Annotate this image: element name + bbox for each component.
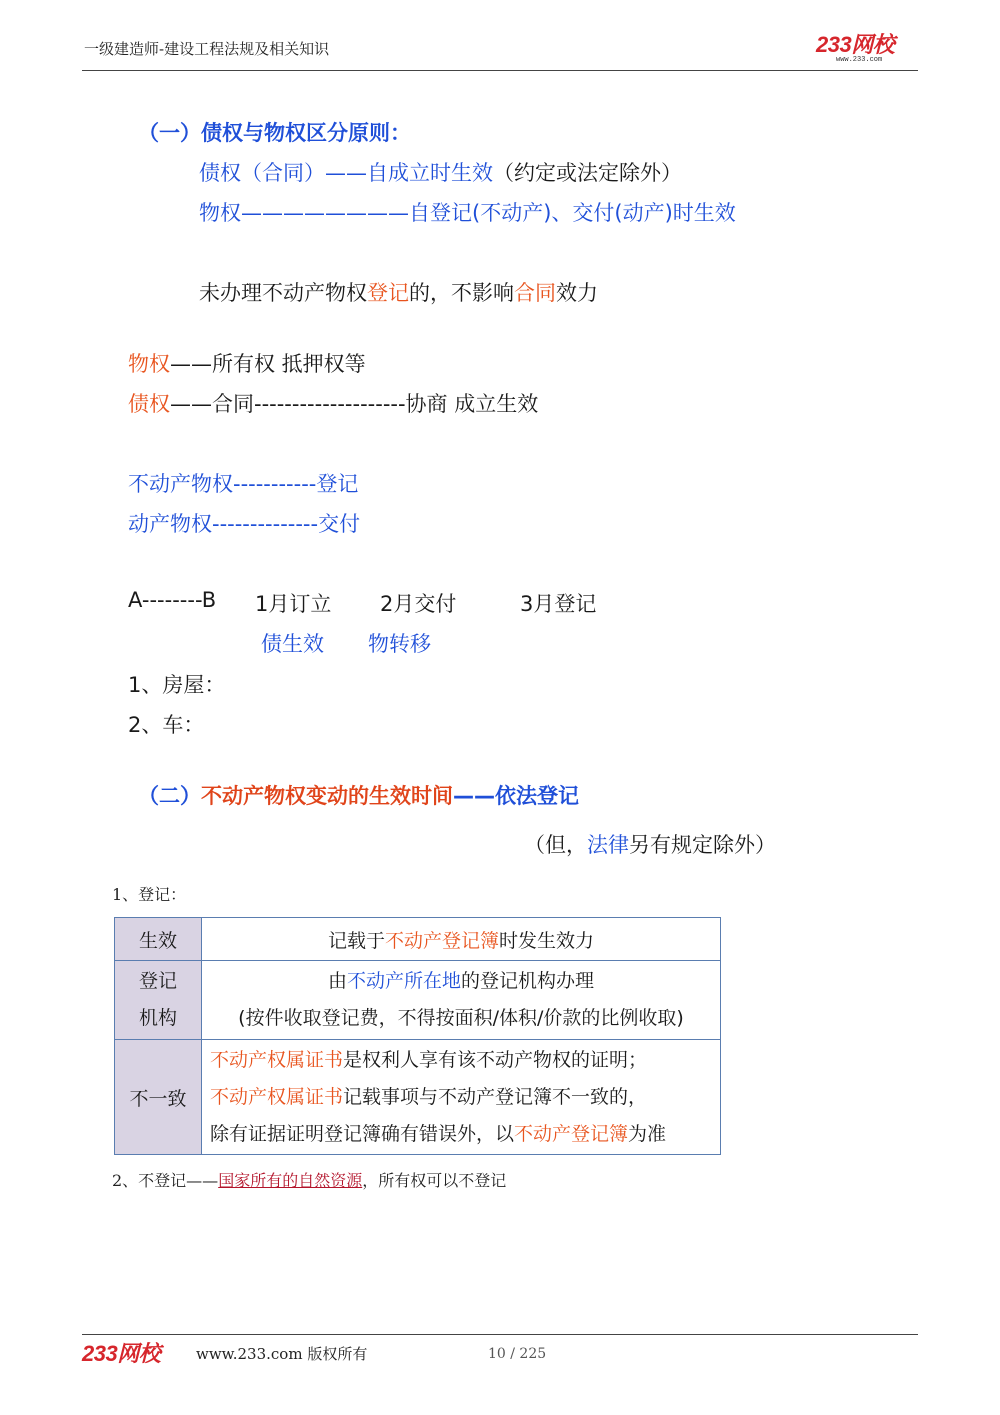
header-logo-text: 233网校 xyxy=(816,32,895,57)
heading-rule: ——依法登记 xyxy=(453,784,579,808)
label-line: 登记 xyxy=(138,970,177,992)
cell-certificate: 不动产权属证书 xyxy=(210,1048,344,1071)
cell-part: 记载事项与不动产登记簿不一致的， xyxy=(343,1085,648,1108)
footer-logo: 233网校 xyxy=(82,1341,161,1366)
section2-exception xyxy=(524,829,776,859)
section1-line1 xyxy=(199,157,682,187)
section2-heading xyxy=(138,780,579,810)
label-line: 机构 xyxy=(138,1007,177,1029)
zhaiquan-line xyxy=(128,388,538,418)
heading-topic: 不动产物权变动的生效时间 xyxy=(201,784,453,808)
line1-main: 债权（合同）——自成立时生效 xyxy=(199,161,493,185)
mismatch-line1 xyxy=(210,1042,719,1079)
zhaiquan-desc: ——合同--------------------协商 成立生效 xyxy=(170,392,539,416)
note-part: 效力 xyxy=(556,281,598,305)
cell-part: 是权利人享有该不动产物权的证明； xyxy=(343,1048,648,1071)
exception-part: 另有规定除外） xyxy=(629,833,776,857)
page-number: 10 / 225 xyxy=(488,1346,547,1362)
note-dengji: 登记 xyxy=(367,281,409,305)
header-rule xyxy=(82,70,918,71)
item-car: 2、车： xyxy=(128,713,205,737)
sub2-natural-resources: 国家所有的自然资源 xyxy=(218,1171,363,1190)
note-part: 的，不影响 xyxy=(409,281,514,305)
agency-line2: (按件收取登记费，不得按面积/体积/价款的比例收取) xyxy=(238,1007,684,1029)
wuquan-desc: ——所有权 抵押权等 xyxy=(170,352,366,376)
zhaiquan-label: 债权 xyxy=(128,392,170,416)
zhai-shengxiao: 债生效 xyxy=(261,632,324,656)
dongchan-line: 动产物权--------------交付 xyxy=(128,512,361,536)
cell-part: 为准 xyxy=(628,1122,667,1145)
cell-part: 的登记机构办理 xyxy=(461,970,595,992)
cell-part: 由 xyxy=(327,970,347,992)
section1-note xyxy=(199,277,598,307)
wu-zhuanyi: 物转移 xyxy=(368,632,431,656)
cell-part: 记载于 xyxy=(327,929,385,952)
row-label-agency xyxy=(115,961,202,1040)
row-content-effect xyxy=(202,918,721,961)
row-content-agency xyxy=(202,961,721,1040)
sub-no-registration xyxy=(112,1168,506,1191)
section1-heading: （一）债权与物权区分原则： xyxy=(138,121,411,145)
ab-mar: 3月登记 xyxy=(520,592,597,616)
note-part: 未办理不动产物权 xyxy=(199,281,367,305)
ab-jan: 1月订立 xyxy=(255,592,332,616)
header-title: 一级建造师-建设工程法规及相关知识 xyxy=(84,40,330,58)
sub-registration: 1、登记： xyxy=(112,885,187,904)
sub2-part: 2、不登记—— xyxy=(112,1171,219,1190)
budongchan-line: 不动产物权-----------登记 xyxy=(128,472,359,496)
mismatch-line3 xyxy=(210,1116,719,1153)
cell-location: 不动产所在地 xyxy=(346,970,461,992)
agency-line1 xyxy=(203,963,719,1000)
row-label-effect: 生效 xyxy=(115,918,202,961)
mismatch-line2 xyxy=(210,1079,719,1116)
item-house: 1、房屋： xyxy=(128,673,226,697)
header-logo-url: www.233.com xyxy=(836,56,883,64)
header-logo xyxy=(816,28,894,64)
note-hetong: 合同 xyxy=(514,281,556,305)
heading-index: （二） xyxy=(138,784,201,808)
exception-law: 法律 xyxy=(587,833,629,857)
cell-part: 除有证据证明登记簿确有错误外，以 xyxy=(210,1122,515,1145)
cell-register-book: 不动产登记簿 xyxy=(384,929,499,952)
registration-table xyxy=(114,917,721,1155)
table-row xyxy=(115,1040,721,1155)
row-label-mismatch: 不一致 xyxy=(115,1040,202,1155)
section1-line2: 物权————————自登记(不动产)、交付(动产)时生效 xyxy=(199,201,736,225)
ab-start: A--------B xyxy=(128,588,217,612)
sub2-part: ，所有权可以不登记 xyxy=(362,1171,507,1190)
exception-part: （但， xyxy=(524,833,587,857)
row-content-mismatch xyxy=(202,1040,721,1155)
cell-certificate: 不动产权属证书 xyxy=(210,1085,344,1108)
cell-part: 时发生效力 xyxy=(499,929,595,952)
wuquan-label: 物权 xyxy=(128,352,170,376)
table-row xyxy=(115,961,721,1040)
line1-note: （约定或法定除外） xyxy=(493,161,682,185)
ab-feb: 2月交付 xyxy=(380,592,457,616)
footer-url: www.233.com 版权所有 xyxy=(196,1345,368,1363)
table-row xyxy=(115,918,721,961)
cell-register-book: 不动产登记簿 xyxy=(514,1122,629,1145)
wuquan-line xyxy=(128,348,366,378)
footer-rule xyxy=(82,1334,918,1335)
